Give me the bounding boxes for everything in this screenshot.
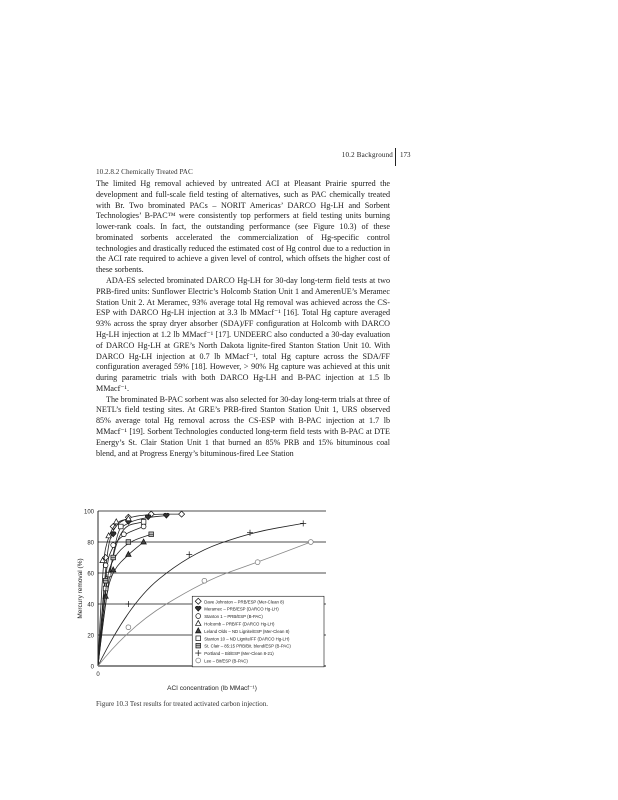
series-line: [98, 519, 128, 666]
data-point: [300, 520, 306, 526]
legend-label: Portland – Bit/ESP (Mer-Clean 8-21): [204, 651, 274, 657]
data-point: [196, 614, 201, 619]
marker-shape: [196, 658, 201, 663]
legend-label: Meramec – PRB/ESP (DARCO Hg-LH): [204, 606, 279, 612]
data-point: [111, 555, 116, 560]
y-tick-label: 40: [87, 602, 94, 609]
page-number: 173: [400, 151, 411, 159]
data-point: [179, 511, 185, 517]
marker-shape: [119, 524, 124, 529]
data-point: [196, 636, 201, 641]
running-header: [0, 151, 618, 163]
data-point: [145, 515, 151, 520]
paragraph: The limited Hg removal achieved by untreated ACI at Pleasant Prairie spurred the development and full-scale field testing of alternatives, such as PAC chemically treated with Br. Two brominated PACs – NORIT Americas’ DARCO Hg-LH and Sorbent Technologies’ B-PAC™ were consistently top performers at field testing units burning lower-rank coals. In fact, the outstanding performance (see Figure 10.3) of these brominated sorbents accelerated the commercialization of Hg-specific control technologies and drastically reduced the estimated cost of Hg control due to a reduction in the ACI rate required to achieve a given level of control, which offsets the higher cost of these sorbents.: [96, 179, 390, 275]
header-rule: [395, 148, 396, 166]
y-tick-label: 80: [87, 540, 94, 547]
data-point: [255, 560, 260, 565]
data-point: [141, 539, 146, 544]
marker-shape: [196, 614, 201, 619]
x-tick-label: 0: [96, 672, 100, 678]
y-axis-label: Mercury removal (%): [77, 558, 84, 619]
marker-shape: [179, 511, 185, 517]
figure-caption: Figure 10.3 Test results for treated activated carbon injection.: [96, 700, 268, 708]
data-point: [141, 520, 146, 525]
header-section: 10.2 Background: [341, 151, 393, 159]
data-point: [308, 540, 313, 545]
marker-shape: [145, 515, 151, 520]
marker-shape: [164, 513, 170, 518]
legend-label: Dave Johnston – PRB/ESP (Mer-Clean 8): [204, 599, 284, 605]
marker-shape: [141, 524, 146, 529]
y-tick-label: 100: [83, 509, 94, 516]
data-point: [114, 519, 119, 524]
legend-label: Stanton 1 – PRB/ESP (B-PAC): [204, 614, 263, 620]
legend-label: Leland Olds – ND Lignite/ESP (Mer-Clean 8): [204, 628, 290, 634]
data-point: [126, 540, 131, 545]
data-point: [202, 578, 207, 583]
data-point: [164, 513, 170, 518]
marker-shape: [196, 636, 201, 641]
data-point: [111, 543, 116, 548]
data-point: [126, 551, 131, 556]
marker-shape: [111, 543, 116, 548]
legend-label: Stanton 10 – ND Lignite/FF (DARCO Hg-LH): [204, 636, 290, 642]
data-point: [125, 601, 131, 607]
data-point: [149, 532, 154, 537]
legend-label: Lee – Bit/ESP (B-PAC): [204, 658, 248, 664]
paragraph: The brominated B-PAC sorbent was also selected for 30-day long-term trials at three of NETL’s field testing sites. At GRE’s PRB-fired Stanton Station Unit 1, URS observed 85% average total Hg removal across the CS-ESP with B-PAC injection at 1.7 lb MMacf⁻¹ [19]. Sorbent Technologies conducted long-term field tests with B-PAC at DTE Energy’s St. Clair Station Unit 1 that burned an 85% PRB and 15% bituminous coal blend, and at Progress Energy’s bituminous-fired Lee Station: [96, 394, 390, 458]
x-axis-label: ACI concentration (lb MMacf⁻¹): [167, 685, 257, 692]
chart: [70, 503, 340, 693]
marker-shape: [114, 519, 119, 524]
data-point: [196, 658, 201, 663]
marker-shape: [126, 625, 131, 630]
legend-label: St. Clair – 85:15 PRB/Bit. blend/ESP (B-PAC): [204, 643, 291, 649]
y-tick-label: 60: [87, 571, 94, 578]
marker-shape: [141, 539, 146, 544]
y-tick-label: 0: [90, 664, 94, 671]
subsection-heading: 10.2.8.2 Chemically Treated PAC: [96, 168, 193, 176]
body-text: [96, 179, 390, 459]
y-tick-label: 20: [87, 633, 94, 640]
figure: [70, 503, 340, 693]
paragraph: ADA-ES selected brominated DARCO Hg-LH for 30-day long-term field tests at two PRB-fired units: Sunflower Electric’s Holcomb Station Unit 1 and AmerenUE’s Meramec Station Unit 2. At Meramec, 93% average total Hg removal was achieved across the CS-ESP with DARCO Hg-LH injection at 3.3 lb MMacf⁻¹ [16]. Total Hg capture averaged 93% across the spray dryer absorber (SDA)/FF configuration at Holcomb with DARCO Hg-LH injection at 1.2 lb MMacf⁻¹ [17]. UNDEERC also conducted a 30-day evaluation of DARCO Hg-LH at GRE’s North Dakota lignite-fired Stanton Station Unit 10. With DARCO Hg-LH injection at 0.7 lb MMacf⁻¹, total Hg capture across the SDA/FF configuration averaged 59% [18]. However, > 90% Hg capture was achieved at this unit during parametric trials with both DARCO Hg-LH and B-PAC injection at 1.5 lb MMacf⁻¹.: [96, 276, 390, 393]
marker-shape: [202, 578, 207, 583]
data-point: [126, 625, 131, 630]
marker-shape: [126, 551, 131, 556]
marker-shape: [255, 560, 260, 565]
data-point: [119, 524, 124, 529]
legend: [192, 596, 324, 667]
data-point: [141, 524, 146, 529]
marker-shape: [141, 520, 146, 525]
data-point: [196, 643, 201, 648]
data-point: [103, 578, 108, 583]
marker-shape: [308, 540, 313, 545]
legend-label: Holcomb – PRB/FF (DARCO Hg-LH): [204, 621, 275, 627]
